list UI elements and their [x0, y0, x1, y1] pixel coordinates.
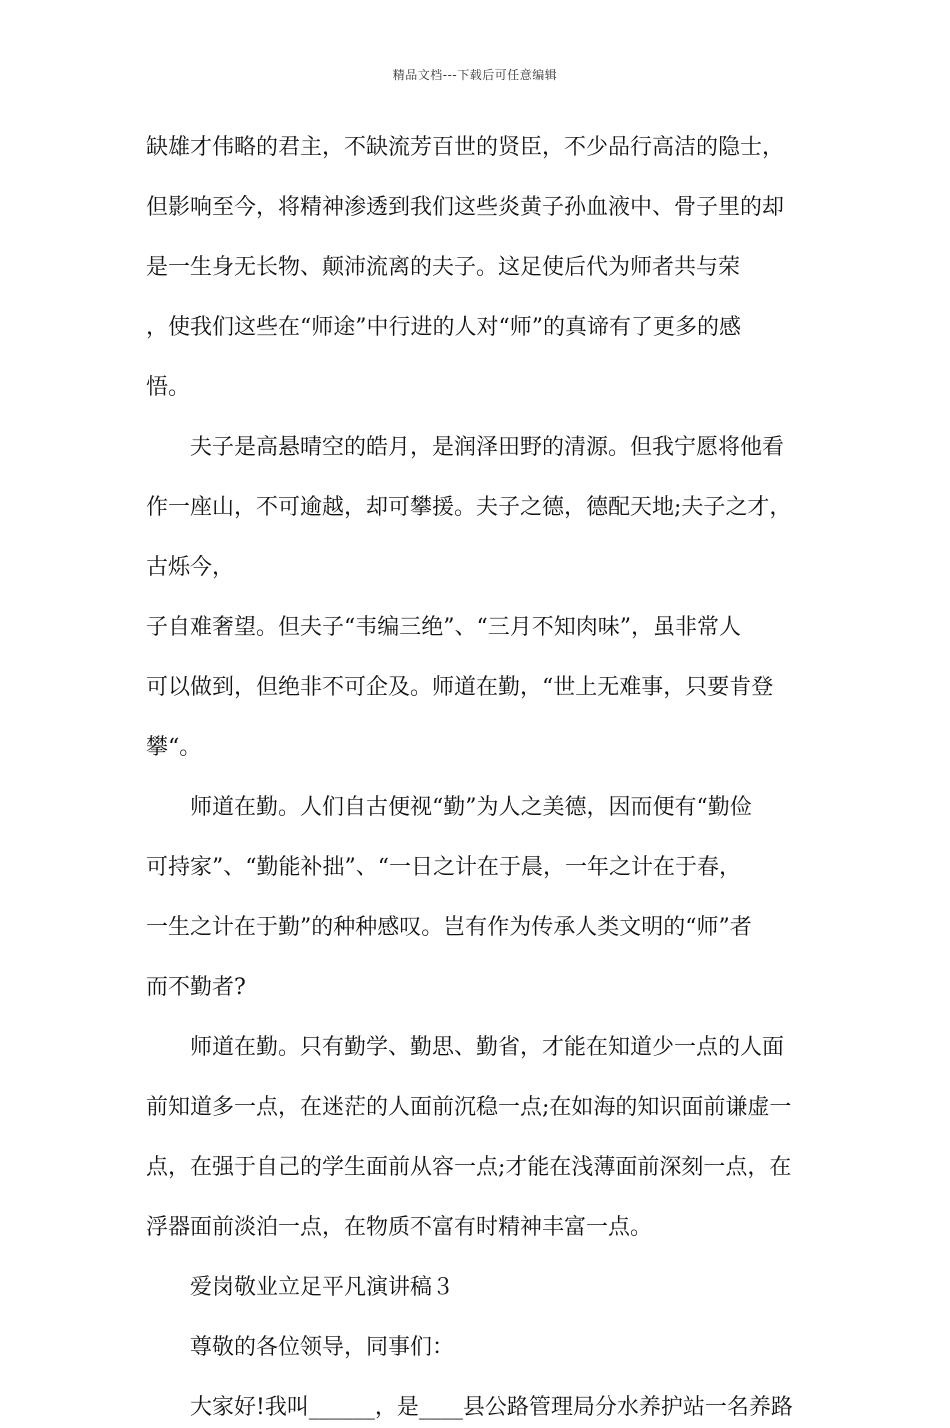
text-line: 可持家”、“勤能补拙”、“一日之计在于晨，一年之计在于春，	[146, 855, 741, 880]
text-line: 缺雄才伟略的君主，不缺流芳百世的贤臣，不少品行高洁的隐士，	[146, 135, 785, 160]
paragraph-start-line: 师道在勤。人们自古便视“勤”为人之美德，因而便有“勤俭	[190, 795, 752, 820]
text-line: 点，在强于自己的学生面前从容一点;才能在浅薄面前深刻一点，在	[146, 1155, 792, 1180]
paragraph-start-line: 大家好!我叫______，是____县公路管理局分水养护站一名养路	[190, 1395, 793, 1420]
text-line: 悟。	[146, 375, 191, 400]
text-line: 是一生身无长物、颠沛流离的夫子。这足使后代为师者共与荣	[146, 255, 741, 280]
text-line: 浮器面前淡泊一点，在物质不富有时精神丰富一点。	[146, 1215, 653, 1240]
text-line: 但影响至今，将精神渗透到我们这些炎黄子孙血液中、骨子里的却	[146, 195, 785, 220]
text-line: 而不勤者?	[146, 975, 246, 1000]
salutation: 尊敬的各位领导，同事们：	[190, 1335, 455, 1360]
text-line: 古烁今，	[146, 555, 235, 580]
text-line: 可以做到，但绝非不可企及。师道在勤，“世上无难事，只要肯登	[146, 675, 774, 700]
text-line: 一生之计在于勤”的种种感叹。岂有作为传承人类文明的“师”者	[146, 915, 752, 940]
text-line: 子自难奢望。但夫子“韦编三绝”、“三月不知肉味”，虽非常人	[146, 615, 741, 640]
paragraph-start-line: 夫子是高悬晴空的皓月，是润泽田野的清源。但我宁愿将他看	[190, 435, 785, 460]
document-body	[146, 128, 814, 1428]
text-line: 作一座山，不可逾越，却可攀援。夫子之德，德配天地;夫子之才，	[146, 495, 792, 520]
speech-title: 爱岗敬业立足平凡演讲稿３	[190, 1275, 455, 1300]
page-header: 精品文档---下载后可任意编辑	[392, 68, 558, 82]
text-line: ，使我们这些在“师途”中行进的人对“师”的真谛有了更多的感	[146, 315, 741, 340]
text-line: 攀“。	[146, 735, 202, 760]
paragraph-start-line: 师道在勤。只有勤学、勤思、勤省，才能在知道少一点的人面	[190, 1035, 785, 1060]
text-line: 前知道多一点，在迷茫的人面前沉稳一点;在如海的知识面前谦虚一	[146, 1095, 792, 1120]
